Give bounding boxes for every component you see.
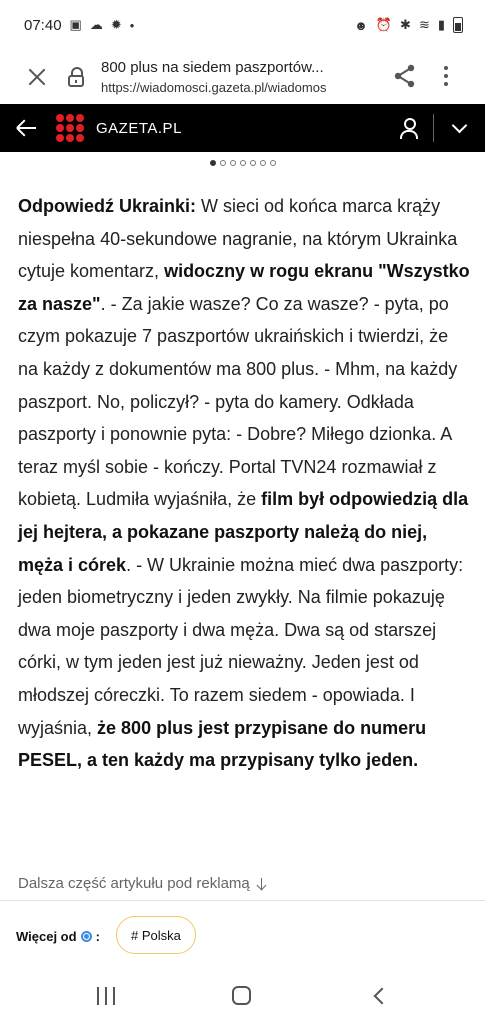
battery-icon (453, 17, 463, 33)
pager-dot[interactable] (220, 160, 226, 166)
wifi-icon: ≋ (418, 17, 430, 32)
article-bold-text: że 800 plus jest przypisane do numeru PESEL, a ten każdy ma przypisany tylko jeden. (18, 717, 427, 771)
more-from-bar (0, 900, 485, 973)
article-bold-text: film był odpowiedzią dla jej hejtera, a pokazane paszporty należą do niej, męża i córek (18, 489, 469, 575)
pager-dot[interactable] (270, 160, 276, 166)
cloud-icon: ☁ (89, 17, 103, 32)
status-time: 07:40 (24, 16, 62, 34)
gazeta-badge-icon (81, 931, 92, 942)
article-text: W sieci od końca marca krąży niespełna 40-sekundowe nagranie, na którym Ukrainka cytuje komentarz, (18, 196, 458, 282)
signal-icon: ▮ (437, 17, 445, 32)
close-icon[interactable] (25, 65, 49, 89)
sun-icon: ✹ (110, 17, 122, 32)
url-block[interactable] (101, 58, 391, 97)
pager-dot[interactable] (240, 160, 246, 166)
pager-dot[interactable] (210, 160, 216, 166)
url-text: https://wiadomosci.gazeta.pl/wiadomos (101, 79, 327, 95)
more-from-label (16, 929, 100, 944)
gazeta-logo-icon[interactable] (56, 114, 84, 142)
image-icon: ▣ (69, 17, 82, 32)
article-body (18, 190, 470, 777)
more-options-icon[interactable] (440, 64, 452, 88)
status-bar (0, 0, 485, 50)
pager-dot[interactable] (250, 160, 256, 166)
status-left (24, 17, 134, 34)
system-nav-bar (0, 972, 485, 1024)
continue-label: Dalsza część artykułu pod reklamą (18, 875, 250, 892)
recents-icon[interactable] (97, 987, 115, 1005)
back-arrow-icon[interactable] (16, 117, 38, 139)
site-logo-text[interactable]: GAZETA.PL (96, 119, 182, 137)
share-icon[interactable] (392, 63, 418, 89)
continue-below-ad[interactable] (18, 875, 268, 892)
site-header (0, 104, 485, 152)
status-right (354, 17, 463, 33)
article-bold-text: widoczny w rogu ekranu "Wszystko za nasze" (18, 261, 470, 314)
lock-icon[interactable] (67, 66, 85, 88)
page-title: 800 plus na siedem paszportów... (101, 58, 324, 76)
pager-dot[interactable] (230, 160, 236, 166)
tag-chip-label: # Polska (131, 927, 181, 943)
arrow-down-icon (256, 877, 268, 891)
tag-chip-polska[interactable] (116, 916, 196, 954)
back-icon[interactable] (372, 987, 386, 1005)
user-icon[interactable] (398, 116, 420, 140)
chevron-down-icon[interactable] (451, 118, 469, 136)
article-paragraph (18, 190, 470, 777)
article-text: . - W Ukrainie można mieć dwa paszporty: jeden biometryczny i jeden zwykły. Na filmie pokazuję dwa moje paszporty i dwa męża. Dwa są od starszej córki, w tym jeden jest już nieważny. Jeden jest od młodszej córeczki. To razem siedem - opowiada. I wyjaśnia, (18, 554, 464, 738)
face-icon: ☻ (354, 17, 368, 33)
custom-tab-toolbar (0, 50, 485, 104)
article-text: . - Za jakie wasze? Co za wasze? - pyta, po czym pokazuje 7 paszportów ukraińskich i twierdzi, że na każdy z dokumentów ma 800 plus. - Mhm, na każdy paszport. No, policzył? - pyta do kamery. Odkłada paszporty i ponownie pyta: - Dobre? Miłego dzionka. A teraz myśl sobie - kończy. Portal TVN24 rozmawiał z kobietą. Ludmiła wyjaśniła, że (18, 293, 458, 510)
article-bold-text: Odpowiedź Ukrainki: (18, 196, 197, 216)
home-icon[interactable] (232, 986, 251, 1005)
more-from-text: Więcej od (16, 929, 77, 944)
more-from-colon: : (95, 929, 100, 944)
bluetooth-icon: ✱ (400, 17, 411, 32)
dot-icon: • (129, 17, 135, 33)
pager-dot[interactable] (260, 160, 266, 166)
header-divider (433, 114, 434, 142)
alarm-icon: ⏰ (375, 17, 393, 32)
carousel-pager (0, 160, 485, 176)
